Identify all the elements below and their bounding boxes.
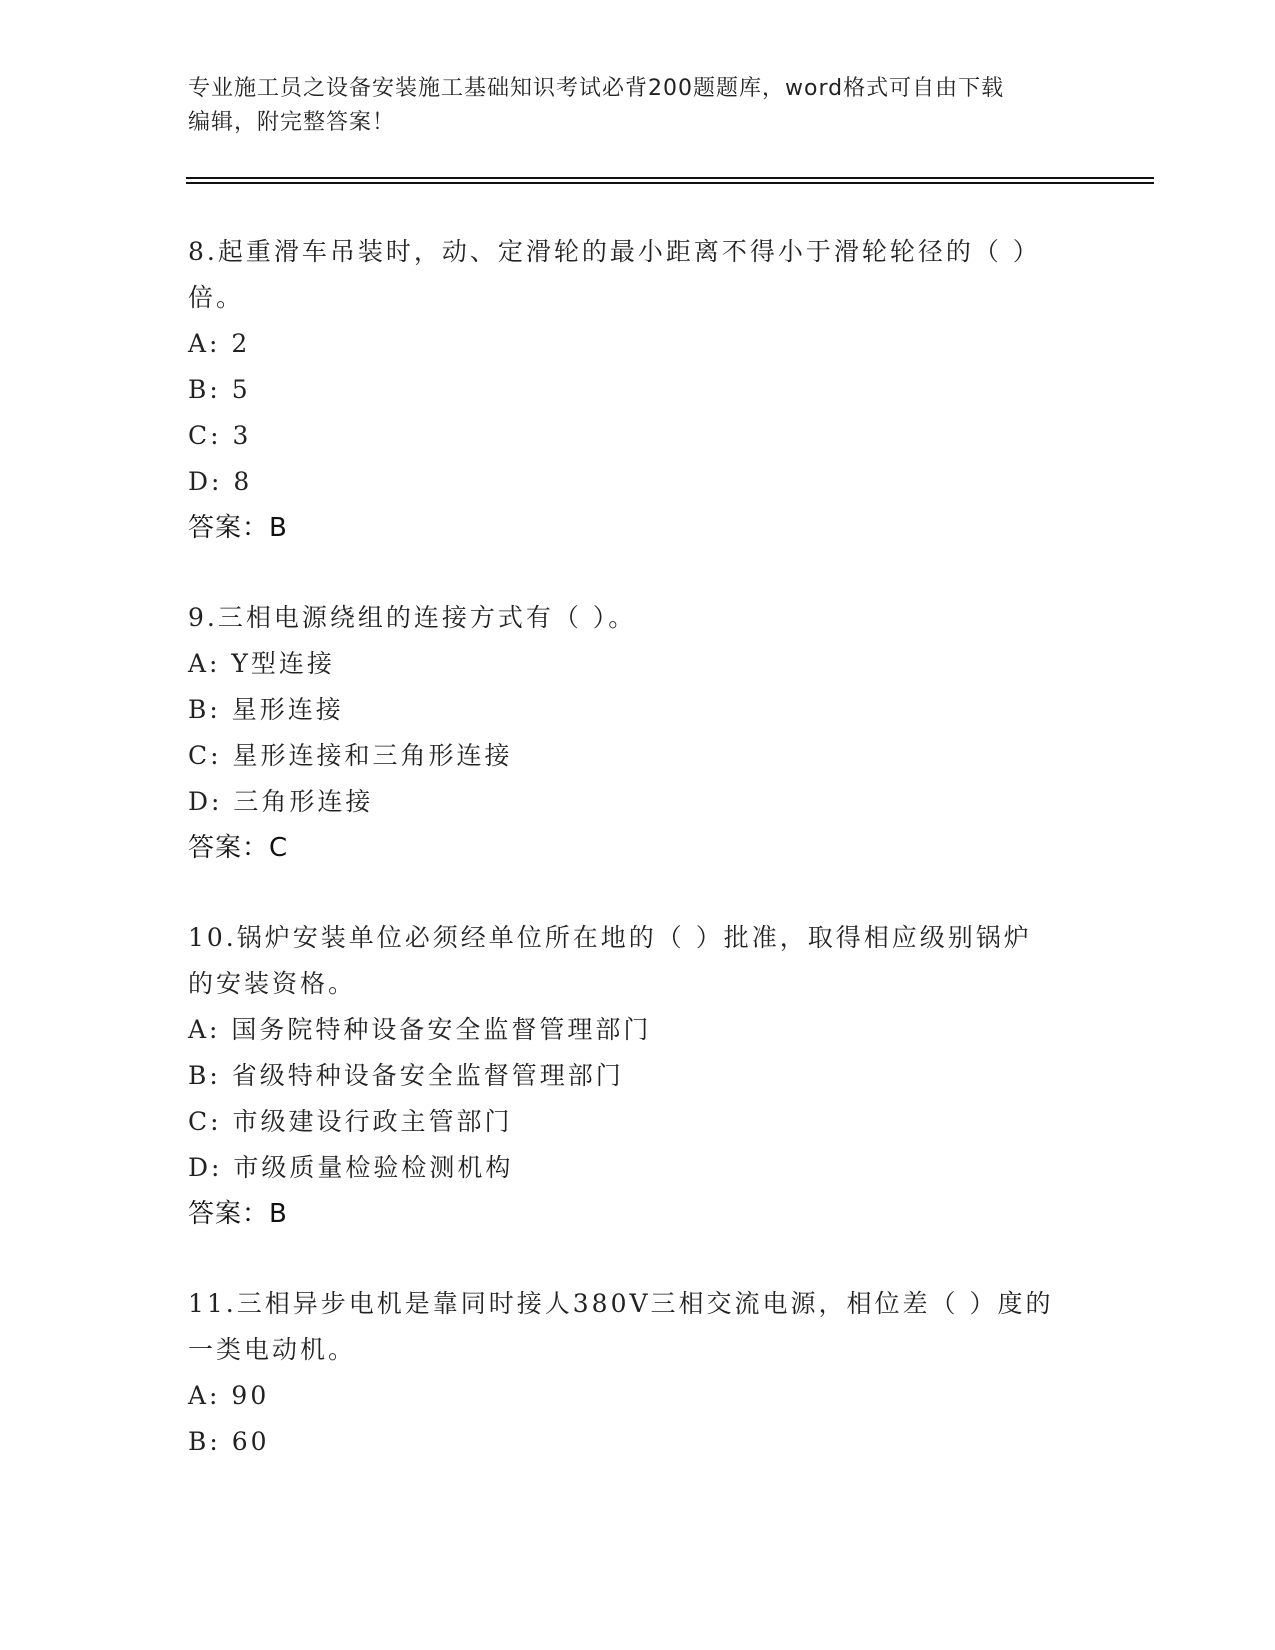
option-c: C: 市级建设行政主管部门 (188, 1107, 513, 1136)
option-b: B: 60 (188, 1427, 270, 1456)
question-text: 8.起重滑车吊装时，动、定滑轮的最小距离不得小于滑轮轮径的（ ） (188, 237, 1041, 266)
question-10 (188, 915, 1068, 1237)
option-d: D: 市级质量检验检测机构 (188, 1153, 514, 1182)
question-9 (188, 595, 1068, 871)
option-a: A: 90 (188, 1381, 270, 1410)
option-b: B: 5 (188, 375, 251, 404)
question-text: 11.三相异步电机是靠同时接人380V三相交流电源，相位差（ ）度的 (188, 1289, 1054, 1318)
answer-line: 答案：B (188, 1199, 288, 1229)
option-a: A: 2 (188, 329, 251, 358)
option-c: C: 3 (188, 421, 252, 450)
question-text-continued: 一类电动机。 (188, 1335, 357, 1364)
header-divider-bottom (186, 182, 1154, 184)
option-b: B: 星形连接 (188, 695, 344, 724)
question-text-continued: 倍。 (188, 283, 245, 312)
option-d: D: 三角形连接 (188, 787, 374, 816)
question-text-continued: 的安装资格。 (188, 969, 357, 998)
header-title-line-1: 专业施工员之设备安装施工基础知识考试必背200题题库，word格式可自由下载 (188, 76, 1005, 101)
option-b: B: 省级特种设备安全监督管理部门 (188, 1061, 624, 1090)
option-c: C: 星形连接和三角形连接 (188, 741, 513, 770)
header-divider-top (186, 177, 1154, 179)
question-8 (188, 229, 1068, 551)
option-a: A: 国务院特种设备安全监督管理部门 (188, 1015, 652, 1044)
option-d: D: 8 (188, 467, 253, 496)
document-header (188, 72, 1088, 140)
question-list (188, 229, 1068, 1509)
option-a: A: Y型连接 (188, 649, 335, 678)
question-text: 10.锅炉安装单位必须经单位所在地的（ ）批准，取得相应级别锅炉 (188, 923, 1032, 952)
answer-line: 答案：C (188, 833, 289, 863)
header-title-line-2: 编辑，附完整答案！ (188, 110, 396, 135)
question-11 (188, 1281, 1068, 1465)
answer-line: 答案：B (188, 513, 288, 543)
question-text: 9.三相电源绕组的连接方式有（ ）。 (188, 603, 637, 632)
